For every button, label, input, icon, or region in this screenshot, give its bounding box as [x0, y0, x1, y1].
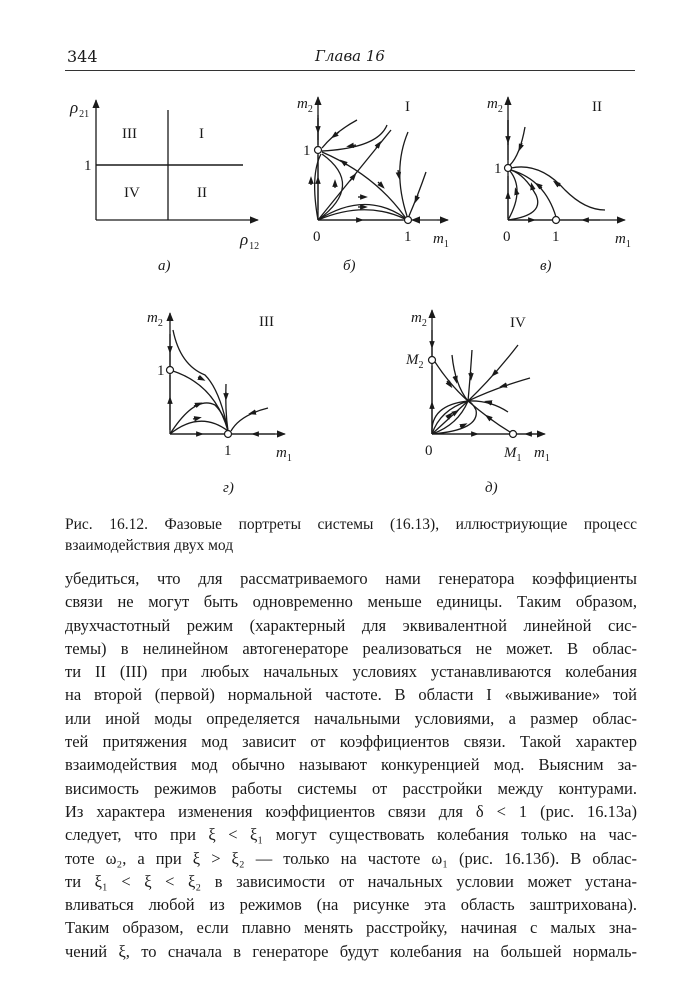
panel-g-y-tick: 1 — [157, 363, 165, 379]
trajectory — [510, 127, 525, 165]
trajectory — [322, 120, 357, 148]
fixed-point — [167, 367, 174, 374]
trajectory — [173, 330, 228, 431]
text-line: убедиться, что для рассматриваемого нами генератора коэффициенты — [65, 569, 637, 588]
trajectory — [170, 403, 228, 434]
text-line: тей притяжения мод зависит от коэффициентов связи. Такой характер — [65, 732, 637, 752]
panel-b-caption: б) — [343, 258, 356, 274]
fixed-point — [429, 357, 436, 364]
page-number: 344 — [67, 47, 98, 66]
text-line: или иной моды определяется начальными условиями, а размер облас- — [65, 708, 637, 728]
panel-a-x-label: $\rho_{12}$ — [240, 230, 260, 252]
panel-b-region: I — [405, 99, 410, 115]
panel-v-x-label: $m_1$ — [615, 231, 631, 250]
panel-b-y-label: $m_2$ — [297, 96, 313, 115]
text-line: двухчастотный режим (характерный для эквивалентной линейной сис- — [65, 615, 637, 635]
trajectory — [435, 362, 468, 401]
panel-b — [311, 97, 448, 220]
panel-d-origin: 0 — [425, 443, 433, 459]
panel-v-y-label: $m_2$ — [487, 96, 503, 115]
panel-g — [170, 313, 285, 434]
trajectory — [432, 401, 476, 434]
fixed-point — [225, 431, 232, 438]
trajectory — [468, 378, 530, 401]
text-line: связи не могут быть одновременно меньше единицы. Таким образом, — [65, 592, 637, 612]
panel-v-y-tick: 1 — [494, 161, 502, 177]
trajectory — [468, 401, 510, 432]
panel-v — [508, 97, 625, 220]
trajectory — [400, 132, 408, 216]
text-line: ти ξ₁ < ξ < ξ₂ в зависимости от начальных условии может устана- — [65, 871, 637, 891]
text-line: ти II (III) при любых начальных условиях устанавливаются колебания — [65, 662, 637, 682]
text-line: на второй (первой) нормальной частоте. В области I «выживание» той — [65, 685, 637, 705]
fixed-point — [553, 217, 560, 224]
panel-g-caption: г) — [223, 480, 234, 496]
panel-b-x-label: $m_1$ — [433, 231, 449, 250]
panel-a-y-label: $\rho_{21}$ — [70, 98, 90, 120]
text-line: висимость режимов работы системы от расстройки между контурами. — [65, 778, 637, 798]
text-line: темы) в нелинейном автогенераторе реализоваться не может. В облас- — [65, 638, 637, 658]
trajectory — [170, 421, 228, 434]
panel-v-caption: в) — [540, 258, 552, 274]
region-label: IV — [124, 185, 140, 201]
panel-d-region: IV — [510, 315, 526, 331]
panel-v-origin: 0 — [503, 229, 511, 245]
trajectory — [468, 345, 518, 401]
text-line: взаимодействия мод обычно называют конкуренцией мод. Выясним за- — [65, 755, 637, 775]
panel-d-y-label: $m_2$ — [411, 310, 427, 329]
text-line: чений ξ, то сначала в генераторе будут колебания на большей нормаль- — [65, 941, 637, 961]
trajectory — [508, 171, 517, 220]
panel-a-y-tick: 1 — [84, 158, 92, 174]
trajectory — [409, 172, 426, 216]
panel-g-x-label: $m_1$ — [276, 445, 292, 464]
text-line: тоте ω₂, а при ξ > ξ₂ — только на частоте ω₁ (рис. 16.13б). В облас- — [65, 848, 637, 868]
panel-g-x-tick: 1 — [224, 443, 232, 459]
panel-d-caption: д) — [485, 480, 498, 496]
panel-g-y-label: $m_2$ — [147, 310, 163, 329]
panel-b-origin: 0 — [313, 229, 321, 245]
fixed-point — [405, 217, 412, 224]
header-rule — [65, 70, 635, 71]
panel-b-y-tick: 1 — [303, 143, 311, 159]
panel-a — [96, 100, 258, 220]
panel-g-region: III — [259, 314, 274, 330]
fixed-point — [315, 147, 322, 154]
panel-d-x-tick: $M_1$ — [504, 445, 522, 464]
fixed-point — [510, 431, 517, 438]
region-label: I — [199, 126, 204, 142]
figure-16-12 — [0, 80, 700, 510]
running-head: Глава 16 — [315, 47, 385, 65]
text-line: вливаться любой из режимов (на рисунке эта область заштрихована). — [65, 895, 637, 915]
text-line: следует, что при ξ < ξ₁ могут существовать колебания только на час- — [65, 825, 637, 845]
region-label: III — [122, 126, 137, 142]
panel-b-x-tick: 1 — [404, 229, 412, 245]
trajectory — [511, 170, 556, 217]
region-label: II — [197, 185, 207, 201]
trajectory — [318, 210, 405, 220]
panel-d — [432, 310, 545, 434]
panel-v-region: II — [592, 99, 602, 115]
panel-v-x-tick: 1 — [552, 229, 560, 245]
panel-a-caption: а) — [158, 258, 171, 274]
trajectory — [511, 167, 605, 210]
figure-caption: Рис. 16.12. Фазовые портреты системы (16.13), иллюстриующие процесс взаимодействия двух мод — [65, 516, 637, 554]
page-header — [65, 44, 635, 70]
trajectory — [231, 408, 268, 431]
trajectory — [432, 401, 468, 434]
text-line: Из характера изменения коэффициентов связи для δ < 1 (рис. 16.13а) — [65, 801, 637, 821]
body-paragraph — [65, 567, 637, 963]
panel-d-x-label: $m_1$ — [534, 445, 550, 464]
fixed-point — [505, 165, 512, 172]
text-line: Таким образом, если плавно менять расстройку, начиная с малых зна- — [65, 918, 637, 938]
panel-d-y-tick: $M_2$ — [406, 352, 424, 371]
